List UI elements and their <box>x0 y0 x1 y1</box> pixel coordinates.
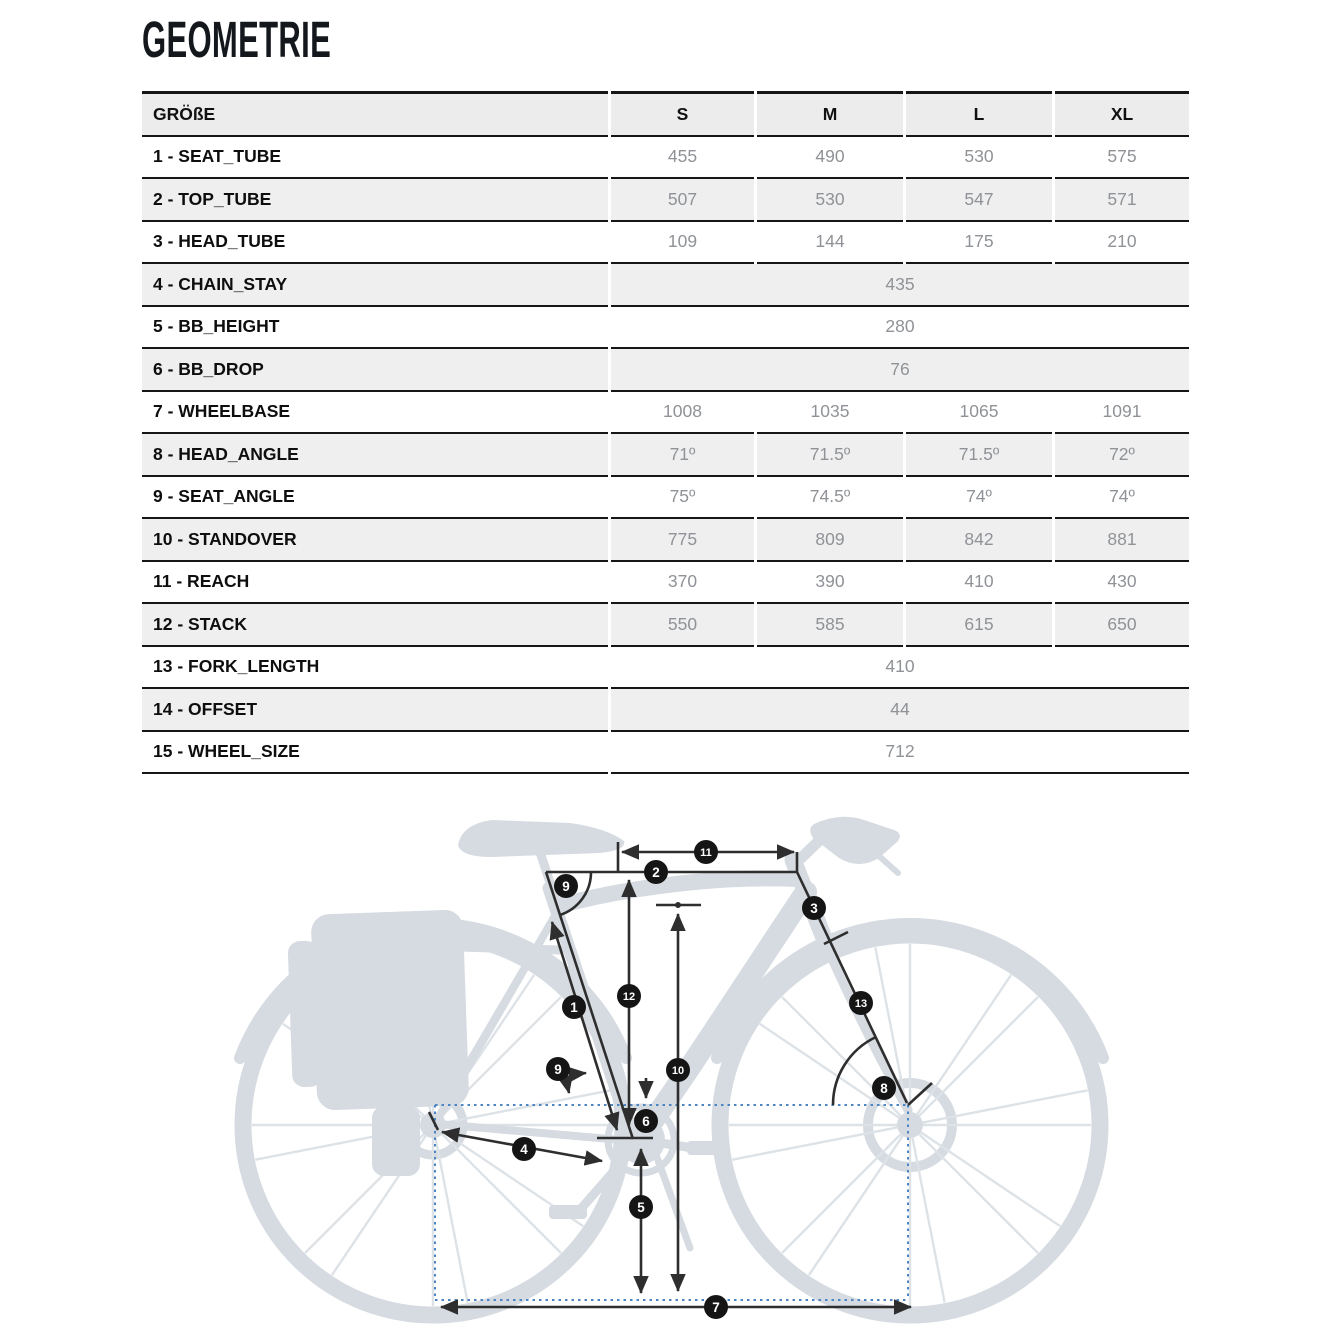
callout-10 <box>666 1058 690 1082</box>
cell-value-merged: 410 <box>611 647 1189 690</box>
cell-value: 1035 <box>757 392 903 435</box>
column-header-m: M <box>757 91 903 137</box>
cell-value: 74º <box>906 477 1052 520</box>
pedal-icon <box>687 1141 723 1155</box>
callout-6 <box>634 1109 658 1133</box>
front-wheel-icon <box>720 935 1100 1315</box>
callout-2 <box>644 860 668 884</box>
svg-text:8: 8 <box>880 1080 888 1096</box>
pannier-bag-icon <box>287 909 470 1111</box>
callout-9 <box>546 1057 570 1081</box>
table-row <box>142 604 1189 647</box>
cell-value: 530 <box>906 137 1052 180</box>
cell-value: 71.5º <box>757 434 903 477</box>
cell-value: 75º <box>611 477 754 520</box>
cell-value-merged: 435 <box>611 264 1189 307</box>
geometry-table <box>139 91 1192 774</box>
row-label: 15 - WHEEL_SIZE <box>142 732 608 775</box>
table-row <box>142 349 1189 392</box>
cell-value: 842 <box>906 519 1052 562</box>
table-row <box>142 222 1189 265</box>
table-row <box>142 264 1189 307</box>
table-row <box>142 307 1189 350</box>
row-label: 5 - BB_HEIGHT <box>142 307 608 350</box>
table-row <box>142 477 1189 520</box>
cell-value: 881 <box>1055 519 1189 562</box>
svg-text:4: 4 <box>520 1141 528 1157</box>
column-header-l: L <box>906 91 1052 137</box>
cell-value: 507 <box>611 179 754 222</box>
svg-text:13: 13 <box>854 998 868 1011</box>
cell-value: 210 <box>1055 222 1189 265</box>
cell-value: 775 <box>611 519 754 562</box>
cell-value: 390 <box>757 562 903 605</box>
cell-value: 410 <box>906 562 1052 605</box>
cell-value: 1091 <box>1055 392 1189 435</box>
callout-1 <box>562 995 586 1019</box>
svg-text:12: 12 <box>622 991 636 1004</box>
svg-text:5: 5 <box>637 1199 645 1215</box>
cell-value: 72º <box>1055 434 1189 477</box>
top-tube-icon <box>558 878 798 906</box>
table-row <box>142 689 1189 732</box>
cell-value-merged: 280 <box>611 307 1189 350</box>
pedal-icon <box>549 1205 587 1219</box>
svg-text:10: 10 <box>671 1065 685 1078</box>
kickstand-icon <box>655 1152 690 1248</box>
callout-8 <box>872 1076 896 1100</box>
cell-value: 455 <box>611 137 754 180</box>
callout-11 <box>694 840 718 864</box>
cell-value: 575 <box>1055 137 1189 180</box>
callout-13 <box>849 991 873 1015</box>
callout-7 <box>704 1295 728 1319</box>
svg-text:7: 7 <box>712 1299 720 1315</box>
column-header-xl: XL <box>1055 91 1189 137</box>
svg-text:1: 1 <box>570 999 578 1015</box>
cell-value: 615 <box>906 604 1052 647</box>
svg-text:9: 9 <box>562 878 570 894</box>
saddle-icon <box>458 820 624 857</box>
size-column-header: GRÖßE <box>142 91 608 137</box>
cell-value-merged: 712 <box>611 732 1189 775</box>
cell-value: 71.5º <box>906 434 1052 477</box>
table-row <box>142 179 1189 222</box>
svg-text:6: 6 <box>642 1113 650 1129</box>
cell-value-merged: 76 <box>611 349 1189 392</box>
table-row <box>142 137 1189 180</box>
cell-value: 547 <box>906 179 1052 222</box>
row-label: 10 - STANDOVER <box>142 519 608 562</box>
cell-value: 585 <box>757 604 903 647</box>
table-row <box>142 732 1189 775</box>
svg-text:11: 11 <box>700 847 712 860</box>
rear-derailleur-icon <box>372 1106 420 1176</box>
cell-value: 571 <box>1055 179 1189 222</box>
cell-value: 175 <box>906 222 1052 265</box>
row-label: 6 - BB_DROP <box>142 349 608 392</box>
cell-value: 490 <box>757 137 903 180</box>
table-row <box>142 434 1189 477</box>
row-label: 7 - WHEELBASE <box>142 392 608 435</box>
bike-geometry-diagram <box>230 780 1150 1330</box>
table-row <box>142 392 1189 435</box>
row-label: 2 - TOP_TUBE <box>142 179 608 222</box>
table-row <box>142 519 1189 562</box>
table-row <box>142 562 1189 605</box>
table-header-row <box>142 91 1189 137</box>
cell-value: 550 <box>611 604 754 647</box>
row-label: 9 - SEAT_ANGLE <box>142 477 608 520</box>
cell-value: 144 <box>757 222 903 265</box>
cell-value: 74º <box>1055 477 1189 520</box>
row-label: 12 - STACK <box>142 604 608 647</box>
svg-text:2: 2 <box>652 864 660 880</box>
callout-5 <box>629 1195 653 1219</box>
seat-angle-arrow <box>568 1073 586 1093</box>
geometry-table-body <box>142 137 1189 775</box>
svg-text:9: 9 <box>554 1061 562 1077</box>
row-label: 11 - REACH <box>142 562 608 605</box>
cell-value: 430 <box>1055 562 1189 605</box>
row-label: 8 - HEAD_ANGLE <box>142 434 608 477</box>
callout-12 <box>617 984 641 1008</box>
cell-value: 809 <box>757 519 903 562</box>
row-label: 14 - OFFSET <box>142 689 608 732</box>
callout-4 <box>512 1137 536 1161</box>
row-label: 13 - FORK_LENGTH <box>142 647 608 690</box>
row-label: 3 - HEAD_TUBE <box>142 222 608 265</box>
cell-value: 71º <box>611 434 754 477</box>
cell-value-merged: 44 <box>611 689 1189 732</box>
seat-tube-axis-line <box>546 872 636 1139</box>
page-title: GEOMETRIE <box>142 10 332 68</box>
handlebar-icon <box>810 817 900 864</box>
row-label: 1 - SEAT_TUBE <box>142 137 608 180</box>
svg-text:3: 3 <box>810 900 818 916</box>
cell-value: 370 <box>611 562 754 605</box>
column-header-s: S <box>611 91 754 137</box>
cell-value: 1008 <box>611 392 754 435</box>
cell-value: 650 <box>1055 604 1189 647</box>
row-label: 4 - CHAIN_STAY <box>142 264 608 307</box>
table-row <box>142 647 1189 690</box>
callout-3 <box>802 896 826 920</box>
cell-value: 1065 <box>906 392 1052 435</box>
cell-value: 109 <box>611 222 754 265</box>
cell-value: 530 <box>757 179 903 222</box>
callout-9 <box>554 874 578 898</box>
cell-value: 74.5º <box>757 477 903 520</box>
